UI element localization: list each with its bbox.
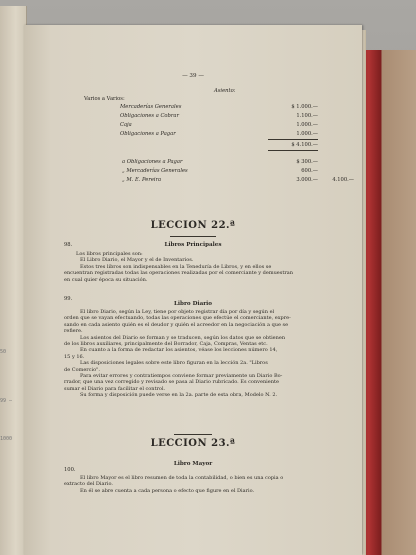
- section-number: 99.: [64, 296, 73, 302]
- page-number: — 39 —: [182, 73, 204, 79]
- text-line: de Comercio".: [64, 366, 100, 373]
- text-line: Estos tres libros son indispensables en la Teneduría de Libros, y en ellos se: [80, 263, 272, 270]
- debit-line-amount: 1.100.—: [296, 113, 318, 119]
- text-line: orden que se vayan efectuando, todas las operaciones que efectúe el comerciante, expre-: [64, 315, 291, 322]
- text-line: El libro Diario, según la Ley, tiene por objeto registrar día por día y según el: [80, 309, 275, 315]
- debit-line-amount: 1.000.—: [296, 122, 318, 128]
- debit-line-amount: 1.000.—: [296, 131, 318, 137]
- text-line: rrador, que una vez corregido y revisado se pasa al Diario rubricado. Es conveniente: [64, 379, 279, 386]
- entry-debit-heading: Varios a Varios:: [84, 96, 125, 102]
- debit-line-label: Caja: [120, 122, 132, 128]
- text-line: Para evitar errores y contratiempos conviene formar previamente un Diario Bo-: [80, 373, 283, 380]
- text-line: El Libro Diario, el Mayor y el de Inventarios.: [80, 257, 194, 264]
- section-title: Libro Mayor: [173, 461, 213, 467]
- credit-line-label: „ M. E. Pereira: [122, 177, 162, 183]
- left-page-edge: [0, 6, 27, 555]
- section-100-text: [64, 475, 336, 494]
- subtotal-rule: [268, 139, 318, 140]
- credit-line-label: a Obligaciones a Pagar: [122, 159, 183, 165]
- credit-line-amount: 3.000.—: [296, 177, 318, 183]
- text-line: sando en cada asiento quién es el deudor y quién el acreedor en la negociación a que se: [64, 321, 289, 328]
- text-line: refiere.: [64, 328, 83, 335]
- text-line: En él se abre cuenta a cada persona o efecto que figure en el Diario.: [80, 487, 255, 494]
- text-line: Las disposiciones legales sobre este libro figuran en la lección 2a. "Libros: [80, 360, 268, 367]
- left-margin-mark: 1000: [0, 436, 13, 442]
- entry-subtotal: $ 4.100.—: [291, 142, 318, 148]
- subtotal-rule: [268, 150, 318, 151]
- text-line: de los libros auxiliares, principalmente del Borrador, Caja, Compras, Ventas etc.: [64, 341, 268, 348]
- left-margin-mark: 50: [0, 349, 7, 355]
- text-line: El libro Mayor es el libro resumen de toda la contabilidad, o bien es una copia o: [80, 475, 284, 481]
- section-number: 100.: [64, 467, 76, 473]
- text-line: Su forma y disposición puede verse en la 2a. parte de esta obra, Modelo N. 2.: [80, 392, 278, 399]
- section-98-text: [64, 251, 334, 283]
- heading-rule: [174, 434, 212, 435]
- book-page: [24, 25, 362, 555]
- credit-line-label: „ Mercaderías Generales: [122, 168, 188, 174]
- entry-title: Asiento:: [214, 88, 236, 94]
- credit-total: 4.100.—: [332, 177, 354, 183]
- lesson-23-heading: LECCION 23.ª: [150, 438, 236, 449]
- debit-line-amount: $ 1.000.—: [291, 104, 318, 110]
- debit-line-label: Obligaciones a Cobrar: [120, 113, 179, 119]
- text-line: Los libros principales son:: [76, 251, 143, 257]
- section-title: Libros Principales: [164, 242, 222, 248]
- credit-line-amount: $ 300.—: [296, 159, 318, 165]
- debit-line-label: Mercaderías Generales: [120, 104, 182, 110]
- section-99-text: [64, 309, 336, 399]
- lesson-22-heading: LECCION 22.ª: [150, 220, 236, 231]
- text-line: sumar el Diario para facilitar el control.: [64, 385, 166, 392]
- credit-line-amount: 600.—: [301, 168, 318, 174]
- left-margin-mark: 99 —: [0, 398, 13, 404]
- text-line: extracto del Diario.: [64, 481, 114, 488]
- red-book-binding: [358, 50, 416, 555]
- debit-line-label: Obligaciones a Pagar: [120, 131, 176, 137]
- heading-rule: [170, 236, 216, 237]
- text-line: 15 y 16.: [64, 353, 85, 360]
- text-line: en cual quier época su situación.: [64, 276, 148, 283]
- text-line: Los asientos del Diario se forman y se traducen, según los datos que se obtienen: [80, 334, 286, 341]
- section-number: 98.: [64, 242, 73, 248]
- text-line: En cuanto a la forma de redactar los asientos, véase los lecciones número 14,: [80, 347, 278, 354]
- section-title: Libro Diario: [174, 301, 212, 307]
- text-line: encuentran registradas todas las operaciones realizadas por el comerciante y demuestran: [64, 270, 293, 277]
